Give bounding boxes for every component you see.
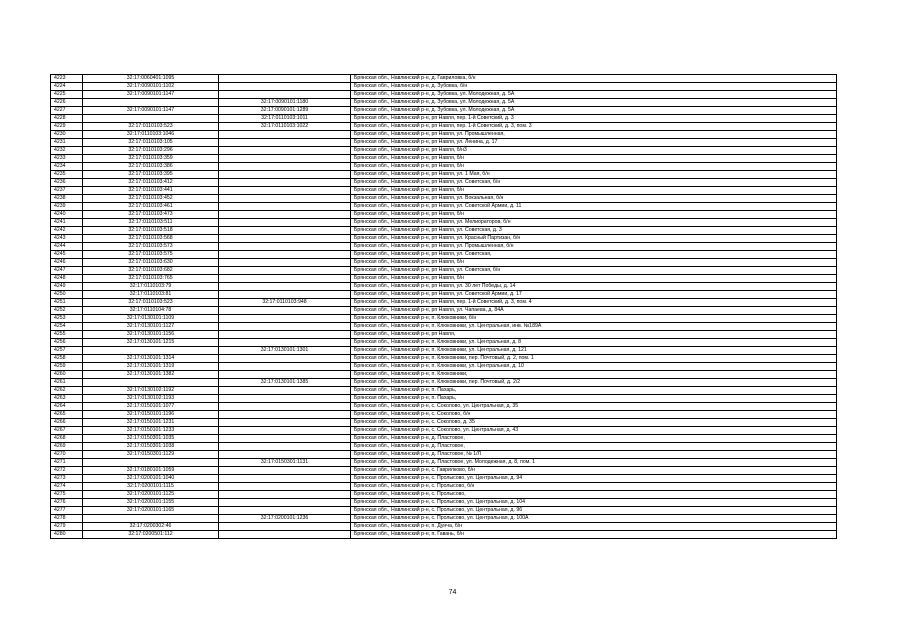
table-row bbox=[51, 179, 837, 187]
parent-cadastral-number-cell bbox=[219, 75, 351, 83]
row-number-cell: 4240 bbox=[51, 211, 83, 219]
cadastral-number-cell: 32:17:0110103:1046 bbox=[83, 131, 219, 139]
address-cell: Брянская обл., Навлинский р-н, рп Навля, ул. Советская, д. 3 bbox=[351, 227, 837, 235]
table-row bbox=[51, 347, 837, 355]
cadastral-number-cell: 32:17:0150101:1231 bbox=[83, 419, 219, 427]
table-row bbox=[51, 131, 837, 139]
cadastral-number-cell: 32:17:0110103:441 bbox=[83, 187, 219, 195]
parent-cadastral-number-cell: 32:17:0110103:1011 bbox=[219, 115, 351, 123]
cadastral-number-cell: 32:17:0200501:112 bbox=[83, 531, 219, 539]
address-cell: Брянская обл., Навлинский р-н, п. Клюковники, ул. Центральная, д. 10 bbox=[351, 363, 837, 371]
cadastral-number-cell: 32:17:0200101:1040 bbox=[83, 475, 219, 483]
row-number-cell: 4274 bbox=[51, 483, 83, 491]
address-cell: Брянская обл., Навлинский р-н, рп Навля, б/н3 bbox=[351, 147, 837, 155]
parent-cadastral-number-cell bbox=[219, 131, 351, 139]
table-row bbox=[51, 307, 837, 315]
parent-cadastral-number-cell bbox=[219, 187, 351, 195]
table-row bbox=[51, 515, 837, 523]
address-cell: Брянская обл., Навлинский р-н, п. Клюковники, б/н bbox=[351, 315, 837, 323]
cadastral-number-cell: 32:17:0110103:765 bbox=[83, 275, 219, 283]
table-row bbox=[51, 235, 837, 243]
table-row bbox=[51, 451, 837, 459]
row-number-cell: 4255 bbox=[51, 331, 83, 339]
parent-cadastral-number-cell bbox=[219, 267, 351, 275]
table-row bbox=[51, 211, 837, 219]
table-row bbox=[51, 387, 837, 395]
address-cell: Брянская обл., Навлинский р-н, рп Навля, ул. Красный Партизан, б/н bbox=[351, 235, 837, 243]
row-number-cell: 4235 bbox=[51, 171, 83, 179]
parent-cadastral-number-cell bbox=[219, 443, 351, 451]
table-row bbox=[51, 195, 837, 203]
cadastral-number-cell: 32:17:0110103:412 bbox=[83, 179, 219, 187]
parent-cadastral-number-cell: 32:17:0110103:948 bbox=[219, 299, 351, 307]
row-number-cell: 4271 bbox=[51, 459, 83, 467]
table-row bbox=[51, 419, 837, 427]
row-number-cell: 4232 bbox=[51, 147, 83, 155]
table-row bbox=[51, 379, 837, 387]
row-number-cell: 4231 bbox=[51, 139, 83, 147]
cadastral-number-cell: 32:17:0110103:452 bbox=[83, 195, 219, 203]
cadastral-number-cell bbox=[83, 99, 219, 107]
address-cell: Брянская обл., Навлинский р-н, рп Навля, ул. Чапаева, д. 84А bbox=[351, 307, 837, 315]
cadastral-number-cell: 32:17:0110103:573 bbox=[83, 243, 219, 251]
cadastral-number-cell: 32:17:0110103:105 bbox=[83, 139, 219, 147]
table-row bbox=[51, 155, 837, 163]
address-cell: Брянская обл., Навлинский р-н, рп Навля, ул. Советской Армии, д. 11 bbox=[351, 203, 837, 211]
address-cell: Брянская обл., Навлинский р-н, рп Навля, б/н bbox=[351, 187, 837, 195]
address-cell: Брянская обл., Навлинский р-н, п. Гавань, б/н bbox=[351, 531, 837, 539]
cadastral-number-cell: 32:17:0150301:1035 bbox=[83, 435, 219, 443]
table-row bbox=[51, 147, 837, 155]
address-cell: Брянская обл., Навлинский р-н, рп Навля, б/н bbox=[351, 275, 837, 283]
parent-cadastral-number-cell bbox=[219, 491, 351, 499]
parent-cadastral-number-cell bbox=[219, 507, 351, 515]
table-row bbox=[51, 339, 837, 347]
row-number-cell: 4238 bbox=[51, 195, 83, 203]
row-number-cell: 4270 bbox=[51, 451, 83, 459]
address-cell: Брянская обл., Навлинский р-н, д. Зубовка, ул. Молодежная, д. 5А bbox=[351, 99, 837, 107]
table-row bbox=[51, 227, 837, 235]
cadastral-number-cell: 32:17:0110103:682 bbox=[83, 267, 219, 275]
cadastral-number-cell bbox=[83, 347, 219, 355]
table-row bbox=[51, 371, 837, 379]
cadastral-number-cell: 32:17:0150101:1233 bbox=[83, 427, 219, 435]
address-cell: Брянская обл., Навлинский р-н, п. Клюковники, пер. Почтовый, д. 2/2 bbox=[351, 379, 837, 387]
address-cell: Брянская обл., Навлинский р-н, рп Навля, б/н bbox=[351, 259, 837, 267]
address-cell: Брянская обл., Навлинский р-н, рп Навля, б/н bbox=[351, 211, 837, 219]
table-row bbox=[51, 331, 837, 339]
table-row bbox=[51, 507, 837, 515]
table-row bbox=[51, 107, 837, 115]
row-number-cell: 4224 bbox=[51, 83, 83, 91]
address-cell: Брянская обл., Навлинский р-н, рп Навля, ул. Ленина, д. 17 bbox=[351, 139, 837, 147]
cadastral-number-cell: 32:17:0110103:81 bbox=[83, 291, 219, 299]
parent-cadastral-number-cell bbox=[219, 283, 351, 291]
table-row bbox=[51, 91, 837, 99]
table-row bbox=[51, 163, 837, 171]
row-number-cell: 4268 bbox=[51, 435, 83, 443]
address-cell: Брянская обл., Навлинский р-н, п. Клюковники, ул. Центральная, инв. №189А bbox=[351, 323, 837, 331]
table-row bbox=[51, 203, 837, 211]
row-number-cell: 4277 bbox=[51, 507, 83, 515]
row-number-cell: 4236 bbox=[51, 179, 83, 187]
row-number-cell: 4250 bbox=[51, 291, 83, 299]
parent-cadastral-number-cell bbox=[219, 395, 351, 403]
address-cell: Брянская обл., Навлинский р-н, рп Навля, б/н bbox=[351, 155, 837, 163]
cadastral-number-cell: 32:17:0150101:1077 bbox=[83, 403, 219, 411]
table-row bbox=[51, 323, 837, 331]
cadastral-number-cell bbox=[83, 459, 219, 467]
parent-cadastral-number-cell bbox=[219, 355, 351, 363]
table-row bbox=[51, 435, 837, 443]
cadastral-number-cell: 32:17:0110103:79 bbox=[83, 283, 219, 291]
row-number-cell: 4264 bbox=[51, 403, 83, 411]
address-cell: Брянская обл., Навлинский р-н, рп Навля, пер. 1-й Советский, д. 3 bbox=[351, 115, 837, 123]
row-number-cell: 4257 bbox=[51, 347, 83, 355]
cadastral-number-cell: 32:17:0130101:1109 bbox=[83, 315, 219, 323]
parent-cadastral-number-cell bbox=[219, 203, 351, 211]
cadastral-number-cell: 32:17:0130101:1156 bbox=[83, 331, 219, 339]
address-cell: Брянская обл., Навлинский р-н, с. Соколово, ул. Центральная, д. 43 bbox=[351, 427, 837, 435]
row-number-cell: 4278 bbox=[51, 515, 83, 523]
row-number-cell: 4258 bbox=[51, 355, 83, 363]
parent-cadastral-number-cell bbox=[219, 403, 351, 411]
address-cell: Брянская обл., Навлинский р-н, рп Навля, пер. 1-й Советский, д. 3, пом. 3 bbox=[351, 123, 837, 131]
cadastral-number-cell: 32:17:0110103:296 bbox=[83, 147, 219, 155]
table-row bbox=[51, 283, 837, 291]
cadastral-number-cell: 32:17:0200101:1125 bbox=[83, 491, 219, 499]
table-row bbox=[51, 187, 837, 195]
parent-cadastral-number-cell bbox=[219, 251, 351, 259]
row-number-cell: 4260 bbox=[51, 371, 83, 379]
table-row bbox=[51, 75, 837, 83]
registry-table bbox=[50, 74, 837, 539]
row-number-cell: 4256 bbox=[51, 339, 83, 347]
parent-cadastral-number-cell bbox=[219, 275, 351, 283]
table-row bbox=[51, 291, 837, 299]
row-number-cell: 4266 bbox=[51, 419, 83, 427]
table-row bbox=[51, 139, 837, 147]
parent-cadastral-number-cell bbox=[219, 83, 351, 91]
row-number-cell: 4229 bbox=[51, 123, 83, 131]
row-number-cell: 4242 bbox=[51, 227, 83, 235]
cadastral-number-cell bbox=[83, 115, 219, 123]
cadastral-number-cell: 32:17:0090101:1147 bbox=[83, 91, 219, 99]
parent-cadastral-number-cell: 32:17:0150301:1131 bbox=[219, 459, 351, 467]
table-row bbox=[51, 123, 837, 131]
table-row bbox=[51, 467, 837, 475]
address-cell: Брянская обл., Навлинский р-н, с. Соколово, б/н bbox=[351, 411, 837, 419]
row-number-cell: 4239 bbox=[51, 203, 83, 211]
address-cell: Брянская обл., Навлинский р-н, рп Навля, ул. Советская, б/н bbox=[351, 179, 837, 187]
registry-table-body bbox=[51, 75, 837, 539]
address-cell: Брянская обл., Навлинский р-н, рп Навля, ул. Советская, б/н bbox=[351, 267, 837, 275]
address-cell: Брянская обл., Навлинский р-н, с. Пролысово, ул. Центральная, д. 96 bbox=[351, 507, 837, 515]
address-cell: Брянская обл., Навлинский р-н, п. Пахарь, bbox=[351, 387, 837, 395]
parent-cadastral-number-cell: 32:17:0090101:1289 bbox=[219, 107, 351, 115]
table-row bbox=[51, 171, 837, 179]
parent-cadastral-number-cell bbox=[219, 211, 351, 219]
address-cell: Брянская обл., Навлинский р-н, д. Зубовка, ул. Молодежная, д. 5А bbox=[351, 91, 837, 99]
parent-cadastral-number-cell: 32:17:0200101:1236 bbox=[219, 515, 351, 523]
table-row bbox=[51, 299, 837, 307]
table-row bbox=[51, 99, 837, 107]
parent-cadastral-number-cell bbox=[219, 363, 351, 371]
row-number-cell: 4228 bbox=[51, 115, 83, 123]
table-row bbox=[51, 219, 837, 227]
cadastral-number-cell: 32:17:0090101:1147 bbox=[83, 107, 219, 115]
row-number-cell: 4269 bbox=[51, 443, 83, 451]
address-cell: Брянская обл., Навлинский р-н, п. Клюковники, ул. Центральная, д. 121 bbox=[351, 347, 837, 355]
row-number-cell: 4275 bbox=[51, 491, 83, 499]
address-cell: Брянская обл., Навлинский р-н, с. Пролысово, bbox=[351, 491, 837, 499]
table-row bbox=[51, 83, 837, 91]
table-row bbox=[51, 363, 837, 371]
row-number-cell: 4237 bbox=[51, 187, 83, 195]
parent-cadastral-number-cell bbox=[219, 411, 351, 419]
parent-cadastral-number-cell bbox=[219, 171, 351, 179]
parent-cadastral-number-cell bbox=[219, 195, 351, 203]
row-number-cell: 4244 bbox=[51, 243, 83, 251]
cadastral-number-cell: 32:17:0130101:1382 bbox=[83, 371, 219, 379]
row-number-cell: 4248 bbox=[51, 275, 83, 283]
parent-cadastral-number-cell bbox=[219, 291, 351, 299]
parent-cadastral-number-cell bbox=[219, 427, 351, 435]
cadastral-number-cell: 32:17:0130101:1319 bbox=[83, 363, 219, 371]
row-number-cell: 4252 bbox=[51, 307, 83, 315]
row-number-cell: 4230 bbox=[51, 131, 83, 139]
address-cell: Брянская обл., Навлинский р-н, рп Навля, ул. 30 лет Победы, д. 14 bbox=[351, 283, 837, 291]
cadastral-number-cell: 32:17:0110103:518 bbox=[83, 227, 219, 235]
parent-cadastral-number-cell bbox=[219, 531, 351, 539]
cadastral-number-cell: 32:17:0110103:395 bbox=[83, 171, 219, 179]
row-number-cell: 4246 bbox=[51, 259, 83, 267]
table-row bbox=[51, 411, 837, 419]
row-number-cell: 4261 bbox=[51, 379, 83, 387]
parent-cadastral-number-cell bbox=[219, 451, 351, 459]
parent-cadastral-number-cell bbox=[219, 435, 351, 443]
table-row bbox=[51, 259, 837, 267]
address-cell: Брянская обл., Навлинский р-н, с. Соколово, д. 35 bbox=[351, 419, 837, 427]
parent-cadastral-number-cell bbox=[219, 523, 351, 531]
cadastral-number-cell: 32:17:0110103:523 bbox=[83, 123, 219, 131]
cadastral-number-cell: 32:17:0150301:1129 bbox=[83, 451, 219, 459]
row-number-cell: 4241 bbox=[51, 219, 83, 227]
cadastral-number-cell: 32:17:0110103:473 bbox=[83, 211, 219, 219]
row-number-cell: 4243 bbox=[51, 235, 83, 243]
address-cell: Брянская обл., Навлинский р-н, п. Пахарь, bbox=[351, 395, 837, 403]
cadastral-number-cell: 32:17:0110103:461 bbox=[83, 203, 219, 211]
table-row bbox=[51, 275, 837, 283]
row-number-cell: 4259 bbox=[51, 363, 83, 371]
page-number: 74 bbox=[448, 589, 457, 596]
cadastral-number-cell: 32:17:0130102:1193 bbox=[83, 395, 219, 403]
table-row bbox=[51, 267, 837, 275]
address-cell: Брянская обл., Навлинский р-н, с. Пролысово, ул. Центральная, д. 94 bbox=[351, 475, 837, 483]
cadastral-number-cell: 32:17:0110103:386 bbox=[83, 163, 219, 171]
address-cell: Брянская обл., Навлинский р-н, с. Пролысово, ул. Центральная, д. 104 bbox=[351, 499, 837, 507]
table-row bbox=[51, 403, 837, 411]
row-number-cell: 4280 bbox=[51, 531, 83, 539]
cadastral-number-cell: 32:17:0130101:1215 bbox=[83, 339, 219, 347]
address-cell: Брянская обл., Навлинский р-н, с. Гаврилково, б/н bbox=[351, 467, 837, 475]
row-number-cell: 4265 bbox=[51, 411, 83, 419]
address-cell: Брянская обл., Навлинский р-н, п. Клюковники, пер. Почтовый, д. 2, пом. 1 bbox=[351, 355, 837, 363]
cadastral-number-cell: 32:17:0180101:1059 bbox=[83, 467, 219, 475]
parent-cadastral-number-cell bbox=[219, 387, 351, 395]
address-cell: Брянская обл., Навлинский р-н, рп Навля, ул. Промышленная, bbox=[351, 131, 837, 139]
cadastral-number-cell: 32:17:0200302:46 bbox=[83, 523, 219, 531]
cadastral-number-cell: 32:17:0060401:1095 bbox=[83, 75, 219, 83]
cadastral-number-cell: 32:17:0200101:1155 bbox=[83, 499, 219, 507]
table-row bbox=[51, 395, 837, 403]
row-number-cell: 4254 bbox=[51, 323, 83, 331]
address-cell: Брянская обл., Навлинский р-н, рп Навля, bbox=[351, 331, 837, 339]
parent-cadastral-number-cell bbox=[219, 307, 351, 315]
cadastral-number-cell: 32:17:0110103:568 bbox=[83, 235, 219, 243]
row-number-cell: 4279 bbox=[51, 523, 83, 531]
table-row bbox=[51, 251, 837, 259]
row-number-cell: 4226 bbox=[51, 99, 83, 107]
row-number-cell: 4262 bbox=[51, 387, 83, 395]
address-cell: Брянская обл., Навлинский р-н, рп Навля, ул. Советская, bbox=[351, 251, 837, 259]
row-number-cell: 4249 bbox=[51, 283, 83, 291]
table-row bbox=[51, 315, 837, 323]
address-cell: Брянская обл., Навлинский р-н, рп Навля, ул. Вокзальная, б/н bbox=[351, 195, 837, 203]
cadastral-number-cell: 32:17:0130102:1192 bbox=[83, 387, 219, 395]
address-cell: Брянская обл., Навлинский р-н, д. Пластовое, ул. Молодежная, д. 8, пом. 1 bbox=[351, 459, 837, 467]
table-row bbox=[51, 243, 837, 251]
cadastral-number-cell: 32:17:0110103:359 bbox=[83, 155, 219, 163]
cadastral-number-cell: 32:17:0110103:630 bbox=[83, 259, 219, 267]
parent-cadastral-number-cell bbox=[219, 483, 351, 491]
address-cell: Брянская обл., Навлинский р-н, рп Навля, ул. Советской Армии, д. 17 bbox=[351, 291, 837, 299]
table-row bbox=[51, 443, 837, 451]
table-row bbox=[51, 475, 837, 483]
address-cell: Брянская обл., Навлинский р-н, д. Пластовое, bbox=[351, 435, 837, 443]
table-row bbox=[51, 115, 837, 123]
cadastral-number-cell: 32:17:0130101:1127 bbox=[83, 323, 219, 331]
cadastral-number-cell: 32:17:0200101:1165 bbox=[83, 507, 219, 515]
address-cell: Брянская обл., Навлинский р-н, д. Зубовка, ул. Молодежная, д. 5А bbox=[351, 107, 837, 115]
table-row bbox=[51, 491, 837, 499]
parent-cadastral-number-cell: 32:17:0130101:1301 bbox=[219, 347, 351, 355]
address-cell: Брянская обл., Навлинский р-н, д. Зубовка, б/н bbox=[351, 83, 837, 91]
address-cell: Брянская обл., Навлинский р-н, с. Пролысово, б/н bbox=[351, 483, 837, 491]
parent-cadastral-number-cell bbox=[219, 139, 351, 147]
parent-cadastral-number-cell bbox=[219, 419, 351, 427]
parent-cadastral-number-cell bbox=[219, 219, 351, 227]
parent-cadastral-number-cell bbox=[219, 163, 351, 171]
parent-cadastral-number-cell bbox=[219, 227, 351, 235]
parent-cadastral-number-cell bbox=[219, 467, 351, 475]
cadastral-number-cell: 32:17:0110104:78 bbox=[83, 307, 219, 315]
parent-cadastral-number-cell bbox=[219, 179, 351, 187]
parent-cadastral-number-cell bbox=[219, 147, 351, 155]
parent-cadastral-number-cell bbox=[219, 475, 351, 483]
cadastral-number-cell: 32:17:0150301:1038 bbox=[83, 443, 219, 451]
row-number-cell: 4233 bbox=[51, 155, 83, 163]
address-cell: Брянская обл., Навлинский р-н, д. Пластовое, № 1/Л bbox=[351, 451, 837, 459]
parent-cadastral-number-cell bbox=[219, 371, 351, 379]
address-cell: Брянская обл., Навлинский р-н, рп Навля, ул. Промышленная, б/н bbox=[351, 243, 837, 251]
table-row bbox=[51, 523, 837, 531]
parent-cadastral-number-cell: 32:17:0090101:1180 bbox=[219, 99, 351, 107]
cadastral-number-cell: 32:17:0090101:1102 bbox=[83, 83, 219, 91]
address-cell: Брянская обл., Навлинский р-н, рп Навля, пер. 1-й Советский, д. 3, пом. 4 bbox=[351, 299, 837, 307]
row-number-cell: 4225 bbox=[51, 91, 83, 99]
row-number-cell: 4223 bbox=[51, 75, 83, 83]
parent-cadastral-number-cell bbox=[219, 499, 351, 507]
table-row bbox=[51, 483, 837, 491]
parent-cadastral-number-cell bbox=[219, 259, 351, 267]
address-cell: Брянская обл., Навлинский р-н, д. Пластовое, bbox=[351, 443, 837, 451]
address-cell: Брянская обл., Навлинский р-н, с. Соколово, ул. Центральная, д. 35 bbox=[351, 403, 837, 411]
cadastral-number-cell: 32:17:0110103:511 bbox=[83, 219, 219, 227]
parent-cadastral-number-cell bbox=[219, 331, 351, 339]
parent-cadastral-number-cell bbox=[219, 323, 351, 331]
cadastral-number-cell: 32:17:0200101:1115 bbox=[83, 483, 219, 491]
address-cell: Брянская обл., Навлинский р-н, д. Гавриловка, б/н bbox=[351, 75, 837, 83]
parent-cadastral-number-cell bbox=[219, 339, 351, 347]
cadastral-number-cell: 32:17:0130101:1314 bbox=[83, 355, 219, 363]
parent-cadastral-number-cell bbox=[219, 155, 351, 163]
parent-cadastral-number-cell bbox=[219, 235, 351, 243]
table-row bbox=[51, 459, 837, 467]
row-number-cell: 4227 bbox=[51, 107, 83, 115]
cadastral-number-cell: 32:17:0150101:1196 bbox=[83, 411, 219, 419]
row-number-cell: 4263 bbox=[51, 395, 83, 403]
address-cell: Брянская обл., Навлинский р-н, рп Навля, ул. Мелиораторов, б/н bbox=[351, 219, 837, 227]
table-row bbox=[51, 531, 837, 539]
parent-cadastral-number-cell bbox=[219, 91, 351, 99]
table-row bbox=[51, 499, 837, 507]
cadastral-number-cell: 32:17:0110103:575 bbox=[83, 251, 219, 259]
row-number-cell: 4273 bbox=[51, 475, 83, 483]
address-cell: Брянская обл., Навлинский р-н, п. Дунча, б/н bbox=[351, 523, 837, 531]
cadastral-number-cell bbox=[83, 379, 219, 387]
parent-cadastral-number-cell: 32:17:0130101:1385 bbox=[219, 379, 351, 387]
address-cell: Брянская обл., Навлинский р-н, рп Навля, б/н bbox=[351, 163, 837, 171]
table-row bbox=[51, 427, 837, 435]
cadastral-number-cell bbox=[83, 515, 219, 523]
parent-cadastral-number-cell bbox=[219, 243, 351, 251]
table-row bbox=[51, 355, 837, 363]
address-cell: Брянская обл., Навлинский р-н, рп Навля, ул. 1 Мая, б/н bbox=[351, 171, 837, 179]
row-number-cell: 4251 bbox=[51, 299, 83, 307]
row-number-cell: 4245 bbox=[51, 251, 83, 259]
row-number-cell: 4276 bbox=[51, 499, 83, 507]
address-cell: Брянская обл., Навлинский р-н, п. Клюковники, ул. Центральная, д. 8 bbox=[351, 339, 837, 347]
row-number-cell: 4247 bbox=[51, 267, 83, 275]
row-number-cell: 4234 bbox=[51, 163, 83, 171]
address-cell: Брянская обл., Навлинский р-н, с. Пролысово, ул. Центральная, д. 100А bbox=[351, 515, 837, 523]
cadastral-number-cell: 32:17:0110103:523 bbox=[83, 299, 219, 307]
row-number-cell: 4267 bbox=[51, 427, 83, 435]
row-number-cell: 4272 bbox=[51, 467, 83, 475]
parent-cadastral-number-cell bbox=[219, 315, 351, 323]
parent-cadastral-number-cell: 32:17:0110103:1022 bbox=[219, 123, 351, 131]
address-cell: Брянская обл., Навлинский р-н, п. Клюковники, bbox=[351, 371, 837, 379]
row-number-cell: 4253 bbox=[51, 315, 83, 323]
